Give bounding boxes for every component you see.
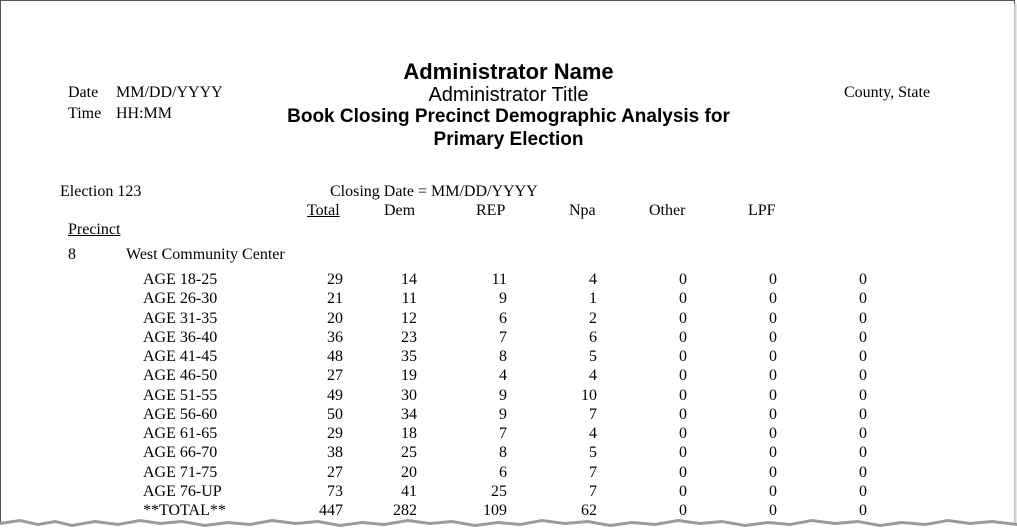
cell-other: 0 bbox=[679, 367, 687, 384]
cell-total: 447 bbox=[319, 502, 343, 519]
precinct-label: Precinct bbox=[68, 221, 121, 238]
county-state: County, State bbox=[844, 84, 931, 101]
cell-total: 50 bbox=[327, 406, 343, 423]
cell-extra: 0 bbox=[859, 425, 867, 442]
cell-rep: 9 bbox=[499, 387, 507, 404]
cell-extra: 0 bbox=[859, 502, 867, 519]
cell-lpf: 0 bbox=[769, 444, 777, 461]
cell-other: 0 bbox=[679, 425, 687, 442]
cell-lpf: 0 bbox=[769, 425, 777, 442]
cell-dem: 34 bbox=[401, 406, 417, 423]
cell-dem: 41 bbox=[401, 483, 417, 500]
cell-other: 0 bbox=[679, 483, 687, 500]
cell-total: 49 bbox=[327, 387, 343, 404]
cell-dem: 30 bbox=[401, 387, 417, 404]
cell-npa: 4 bbox=[589, 271, 597, 288]
row-label: **TOTAL** bbox=[143, 502, 226, 519]
cell-extra: 0 bbox=[859, 406, 867, 423]
cell-total: 38 bbox=[327, 444, 343, 461]
cell-rep: 6 bbox=[499, 310, 507, 327]
cell-npa: 4 bbox=[589, 367, 597, 384]
cell-dem: 20 bbox=[401, 464, 417, 481]
cell-npa: 7 bbox=[589, 406, 597, 423]
cell-extra: 0 bbox=[859, 464, 867, 481]
column-header-total: Total bbox=[307, 202, 340, 219]
column-header-dem: Dem bbox=[384, 202, 416, 219]
time-value: HH:MM bbox=[116, 105, 173, 122]
row-label: AGE 41-45 bbox=[143, 348, 218, 365]
row-label: AGE 36-40 bbox=[143, 329, 218, 346]
cell-npa: 5 bbox=[589, 348, 597, 365]
cell-lpf: 0 bbox=[769, 406, 777, 423]
column-header-other: Other bbox=[649, 202, 686, 219]
cell-rep: 8 bbox=[499, 348, 507, 365]
cell-npa: 2 bbox=[589, 310, 597, 327]
row-label: AGE 76-UP bbox=[143, 483, 222, 500]
column-header-npa: Npa bbox=[569, 202, 596, 219]
cell-extra: 0 bbox=[859, 329, 867, 346]
cell-lpf: 0 bbox=[769, 464, 777, 481]
cell-lpf: 0 bbox=[769, 310, 777, 327]
cell-other: 0 bbox=[679, 502, 687, 519]
cell-npa: 7 bbox=[589, 483, 597, 500]
column-header-lpf: LPF bbox=[748, 202, 776, 219]
row-label: AGE 18-25 bbox=[143, 271, 218, 288]
precinct-number: 8 bbox=[68, 246, 76, 263]
cell-extra: 0 bbox=[859, 367, 867, 384]
torn-edge bbox=[0, 510, 1017, 532]
cell-other: 0 bbox=[679, 310, 687, 327]
cell-total: 21 bbox=[327, 290, 343, 307]
cell-rep: 11 bbox=[491, 271, 507, 288]
cell-other: 0 bbox=[679, 329, 687, 346]
row-label: AGE 51-55 bbox=[143, 387, 218, 404]
cell-dem: 25 bbox=[401, 444, 417, 461]
cell-extra: 0 bbox=[859, 387, 867, 404]
report-title-line1: Book Closing Precinct Demographic Analysis for bbox=[287, 106, 730, 127]
cell-dem: 14 bbox=[401, 271, 417, 288]
cell-other: 0 bbox=[679, 290, 687, 307]
cell-total: 29 bbox=[327, 425, 343, 442]
cell-rep: 6 bbox=[499, 464, 507, 481]
cell-rep: 9 bbox=[499, 406, 507, 423]
cell-npa: 7 bbox=[589, 464, 597, 481]
cell-extra: 0 bbox=[859, 290, 867, 307]
cell-lpf: 0 bbox=[769, 329, 777, 346]
cell-dem: 35 bbox=[401, 348, 417, 365]
row-label: AGE 31-35 bbox=[143, 310, 218, 327]
cell-npa: 6 bbox=[589, 329, 597, 346]
cell-extra: 0 bbox=[859, 444, 867, 461]
cell-dem: 19 bbox=[401, 367, 417, 384]
cell-other: 0 bbox=[679, 387, 687, 404]
cell-npa: 10 bbox=[581, 387, 597, 404]
cell-dem: 18 bbox=[401, 425, 417, 442]
date-value: MM/DD/YYYY bbox=[116, 84, 223, 101]
cell-extra: 0 bbox=[859, 483, 867, 500]
cell-dem: 282 bbox=[393, 502, 417, 519]
cell-lpf: 0 bbox=[769, 483, 777, 500]
administrator-name: Administrator Name bbox=[403, 59, 614, 84]
cell-other: 0 bbox=[679, 464, 687, 481]
cell-extra: 0 bbox=[859, 348, 867, 365]
row-label: AGE 26-30 bbox=[143, 290, 218, 307]
cell-npa: 62 bbox=[581, 502, 597, 519]
cell-other: 0 bbox=[679, 271, 687, 288]
cell-dem: 11 bbox=[401, 290, 417, 307]
row-label: AGE 71-75 bbox=[143, 464, 218, 481]
cell-other: 0 bbox=[679, 406, 687, 423]
cell-total: 73 bbox=[327, 483, 343, 500]
row-label: AGE 46-50 bbox=[143, 367, 218, 384]
column-header-rep: REP bbox=[476, 202, 506, 219]
cell-dem: 12 bbox=[401, 310, 417, 327]
cell-lpf: 0 bbox=[769, 271, 777, 288]
closing-date: Closing Date = MM/DD/YYYY bbox=[330, 183, 538, 200]
row-label: AGE 56-60 bbox=[143, 406, 218, 423]
cell-dem: 23 bbox=[401, 329, 417, 346]
cell-total: 27 bbox=[327, 367, 343, 384]
cell-extra: 0 bbox=[859, 271, 867, 288]
cell-total: 20 bbox=[327, 310, 343, 327]
cell-rep: 4 bbox=[499, 367, 507, 384]
cell-lpf: 0 bbox=[769, 367, 777, 384]
cell-total: 27 bbox=[327, 464, 343, 481]
precinct-name: West Community Center bbox=[126, 246, 285, 263]
row-label: AGE 61-65 bbox=[143, 425, 218, 442]
cell-rep: 9 bbox=[499, 290, 507, 307]
cell-rep: 8 bbox=[499, 444, 507, 461]
cell-rep: 109 bbox=[483, 502, 507, 519]
cell-rep: 25 bbox=[491, 483, 507, 500]
cell-other: 0 bbox=[679, 348, 687, 365]
cell-total: 29 bbox=[327, 271, 343, 288]
cell-other: 0 bbox=[679, 444, 687, 461]
time-label: Time bbox=[68, 105, 102, 122]
date-label: Date bbox=[68, 84, 99, 101]
cell-total: 36 bbox=[327, 329, 343, 346]
election-label: Election 123 bbox=[60, 183, 142, 200]
cell-rep: 7 bbox=[499, 329, 507, 346]
administrator-title: Administrator Title bbox=[428, 84, 589, 106]
cell-npa: 1 bbox=[589, 290, 597, 307]
cell-total: 48 bbox=[327, 348, 343, 365]
row-label: AGE 66-70 bbox=[143, 444, 218, 461]
cell-extra: 0 bbox=[859, 310, 867, 327]
report-title-line2: Primary Election bbox=[433, 129, 584, 150]
cell-npa: 4 bbox=[589, 425, 597, 442]
cell-lpf: 0 bbox=[769, 387, 777, 404]
cell-lpf: 0 bbox=[769, 348, 777, 365]
cell-lpf: 0 bbox=[769, 290, 777, 307]
cell-lpf: 0 bbox=[769, 502, 777, 519]
cell-rep: 7 bbox=[499, 425, 507, 442]
cell-npa: 5 bbox=[589, 444, 597, 461]
